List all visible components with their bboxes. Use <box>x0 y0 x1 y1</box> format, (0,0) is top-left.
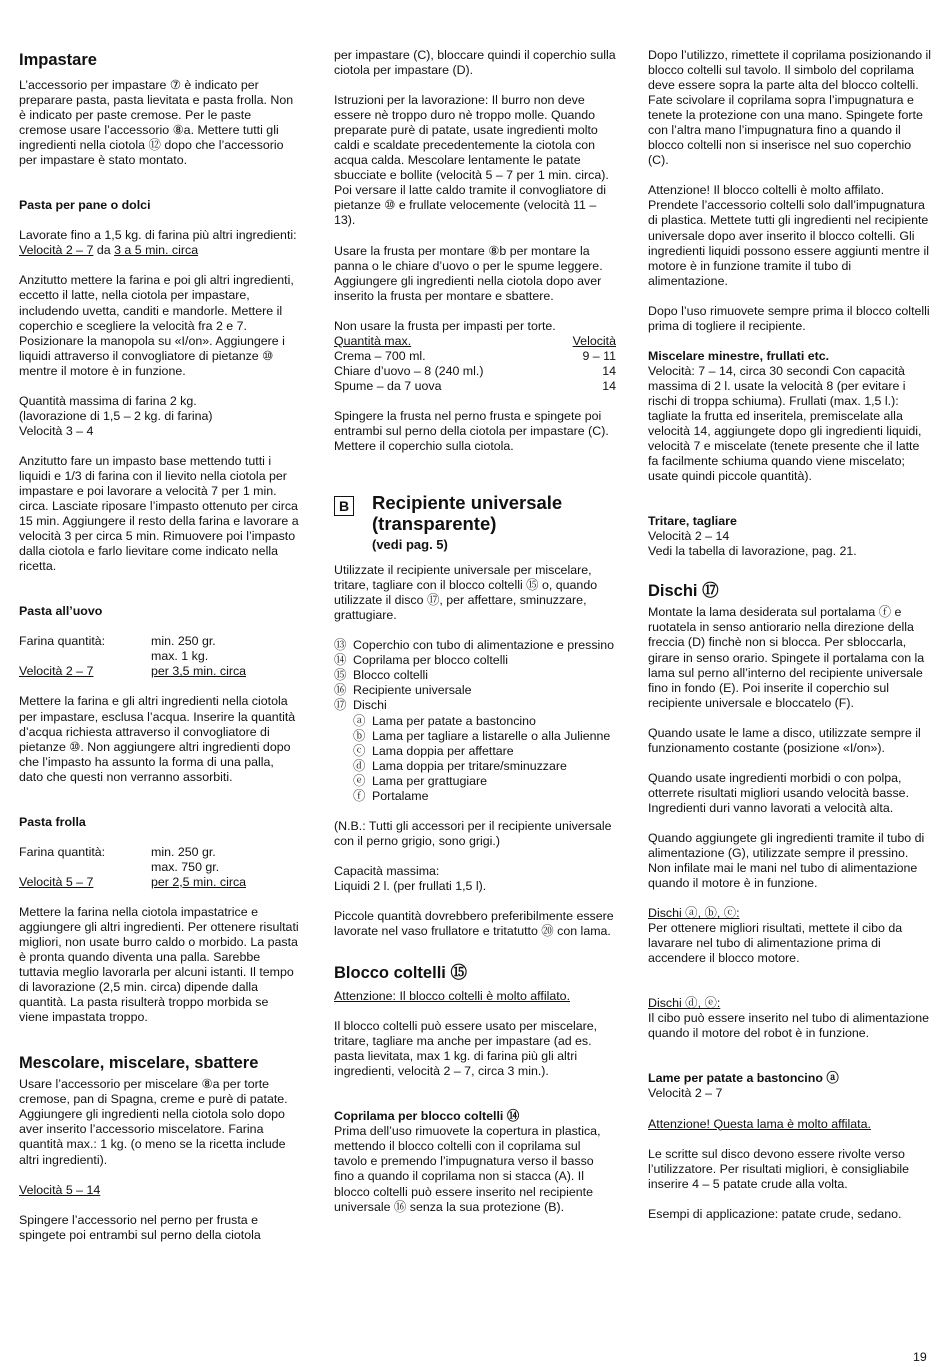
section-b-box: B <box>334 496 354 516</box>
piccole-paragraph: Piccole quantità dovrebbero preferibilmente essere lavorate nel vaso frullatore e tritatutto ⑳ con lama. <box>334 908 614 939</box>
attenzione-paragraph: Attenzione! Il blocco coltelli è molto affilato. Prendete l’accessorio coltelli solo dall’impugnatura di plastica. Mettete tutti gli ingredienti nel recipiente universale dopo aver inserito il blocco coltelli. Gli ingredienti liquidi possono essere aggiunti mentre il motore è in funzione tramite il tubo di alimentazione. <box>648 183 930 288</box>
morbidi-paragraph: Quando usate ingredienti morbidi o con polpa, otterrete risultati migliori usando velocità basse. Ingredienti duri vanno lavorati a velocità alta. <box>648 770 910 815</box>
heading-blocco-coltelli: Blocco coltelli ⑮ <box>334 964 467 983</box>
heading-tritare: Tritare, tagliare <box>648 514 737 529</box>
section-b-subtitle: (vedi pag. 5) <box>372 537 448 553</box>
section-b-title-1: Recipiente universale <box>372 492 563 514</box>
tramite-paragraph: Quando aggiungete gli ingredienti tramite il tubo di alimentazione (G), utilizzate sempre il pressino. Non infilate mai le mani nel tubo di alimentazione quando il motore è in funzione. <box>648 830 925 891</box>
heading-pasta-frolla: Pasta frolla <box>19 814 86 829</box>
sublist-item-text: Lama per patate a bastoncino <box>372 713 536 728</box>
table-row <box>334 349 616 364</box>
table-row <box>334 379 616 394</box>
mescolare-paragraph-2: Spingere l’accessorio nel perno per frusta e spingete poi entrambi sul perno della ciotola <box>19 1212 261 1242</box>
frolla-row-1 <box>19 845 301 860</box>
section-b-title-2: (transparente) <box>372 513 497 535</box>
section-b-intro: Utilizzate il recipiente universale per miscelare, tritare, tagliare con il blocco coltelli ⑮ o, quando utilizzate il disco ⑰, per affettare, sminuzzare, grattugiare. <box>334 563 598 623</box>
dischi-abc-paragraph: Per ottenere migliori risultati, mettete il cibo da lavarare nel tubo di alimentazione prima di accendere il blocco motore. <box>648 921 903 966</box>
list-item <box>334 683 616 698</box>
sublist-item-text: Lama doppia per tritare/sminuzzare <box>372 758 567 773</box>
column-3 <box>648 48 932 1222</box>
list-item <box>334 638 616 653</box>
pane-speed-line <box>19 243 301 258</box>
mescolare-speed: Velocità 5 – 14 <box>19 1182 101 1197</box>
rimuovete-paragraph: Dopo l’uso rimuovete sempre prima il blocco coltelli prima di togliere il recipiente. <box>648 303 930 333</box>
list-item-text: Dischi <box>353 698 387 713</box>
blocco-attention: Attenzione: Il blocco coltelli è molto affilato. <box>334 989 571 1004</box>
sublist-item-letter: ⓔ <box>353 773 366 788</box>
sublist-item-text: Lama per grattugiare <box>372 773 488 788</box>
sublist-item <box>334 774 616 789</box>
list-item-number: ⑭ <box>334 653 347 668</box>
sublist-item-letter: ⓑ <box>353 728 366 743</box>
speed-table-header <box>334 334 616 349</box>
section-b-heading <box>334 492 616 554</box>
table-cell-speed: 9 – 11 <box>582 348 616 363</box>
list-item-number: ⑬ <box>334 638 347 653</box>
sublist-item-letter: ⓕ <box>353 788 366 803</box>
uovo-row-1-key: Farina quantità: <box>19 634 106 649</box>
dischi-de-paragraph: Il cibo può essere inserito nel tubo di alimentazione quando il motore del robot è in funzione. <box>648 1011 930 1041</box>
sublist-item-text: Portalame <box>372 788 429 803</box>
pane-speed-b: 3 a 5 min. circa <box>114 243 199 258</box>
pane-quantity-line-3: Velocità 3 – 4 <box>19 423 94 438</box>
dopo-paragraph: Dopo l’utilizzo, rimettete il coprilama posizionando il blocco coltelli sul tavolo. Il simbolo del coprilama deve essere sopra la parte alta del blocco coltelli. Fate scivolare il coprilama sopra l’impugnatura e tenete la protezione con una mano. Spingete forte con l’altra mano l’impugnatura fino a quando il blocco coltelli non si inserisce nel suo coperchio (C). <box>648 48 932 168</box>
impastare-paragraph: L’accessorio per impastare ⑦ è indicato per preparare pasta, pasta lievitata e pasta frolla. Non è indicato per paste cremose. Per le paste cremose usare l’accessorio ⑧a. Mettere tutti gli ingredienti nella ciotola ⑫ dopo che l’accessorio per impastare è stato montato. <box>19 78 294 168</box>
istruzioni-paragraph: Istruzioni per la lavorazione: Il burro non deve essere nè troppo duro nè troppo molle. Quando preparate purè di patate, usate ingredienti molto caldi e scaldate precedentemente la ciotola con acqua calda. Mescolare lentamente le patate sbucciate e bollite (velocità 5 – 7 per 1 min. circa). Poi versare il latte caldo tramite il convogliatore di pietanze ⑩ e frullate velocemente (velocità 11 – 13). <box>334 93 609 228</box>
frolla-row-2-value: max. 750 gr. <box>151 859 220 874</box>
pane-paragraph-4: Anzitutto fare un impasto base mettendo tutti i liquidi e 1/3 di farina con il lievito nella ciotola per impastare e poi lavorare a velocità 7 per 1 min. circa. Lasciate riposare l’impasto ottenuto per circa 15 min. Aggiungere il resto della farina e lavorare a velocità 3 per circa 5 min. Rimuovere poi l’impasto dalla ciotola e farlo lievitare come indicato nella ricetta. <box>19 453 299 574</box>
nb-paragraph: (N.B.: Tutti gli accessori per il recipiente universale con il perno grigio, sono grigi.) <box>334 818 612 848</box>
list-item-text: Coperchio con tubo di alimentazione e pressino <box>353 638 615 653</box>
list-item-text: Recipiente universale <box>353 683 472 698</box>
pane-speed-mid: da <box>93 243 115 258</box>
table-cell-qty: Chiare d’uovo – 8 (240 ml.) <box>334 363 484 378</box>
list-item <box>334 698 616 713</box>
table-cell-qty: Crema – 700 ml. <box>334 348 426 363</box>
sublist-item-text: Lama per tagliare a listarelle o alla Julienne <box>372 728 611 743</box>
table-cell-speed: 14 <box>602 363 616 378</box>
list-item-number: ⑰ <box>334 698 347 713</box>
dischi-paragraph: Montate la lama desiderata sul portalama ⓕ e ruotatela in senso antiorario nella direzione della freccia (D) finchè non si blocca. Per sbloccarla, girare in senso orario. Spingete il portalama con la lama sul perno all’interno del recipiente universale fino in fondo (E). Poi inserite il coperchio sul recipiente universale e bloccatelo (F). <box>648 605 925 710</box>
frolla-row-1-value: min. 250 gr. <box>151 844 216 859</box>
tritare-line-1: Velocità 2 – 14 <box>648 529 730 544</box>
list-item-text: Blocco coltelli <box>353 668 429 683</box>
frolla-row-1-key: Farina quantità: <box>19 844 106 859</box>
uovo-row-1 <box>19 634 301 649</box>
uovo-paragraph: Mettere la farina e gli altri ingredienti nella ciotola per impastare, esclusa l’acqua. Inserire la quantità d’acqua richiesta attraverso il convogliatore di pietanze ⑩. Non aggiungere altri ingredienti dopo che l’impasto ha assunto la forma di una palla, dato che questi non verranno assorbiti. <box>19 694 296 784</box>
lame-attention: Attenzione! Questa lama è molto affilata. <box>648 1116 871 1131</box>
heading-minestre: Miscelare minestre, frullati etc. <box>648 348 830 363</box>
spingere-paragraph: Spingere la frusta nel perno frusta e spingete poi entrambi sul perno della ciotola per impastare (C). Mettere il coperchio sulla ciotola. <box>334 408 609 454</box>
dischi-abc-title: Dischi ⓐ, ⓑ, ⓒ: <box>648 906 740 921</box>
heading-pasta-pane: Pasta per pane o dolci <box>19 198 151 213</box>
heading-impastare: Impastare <box>19 51 97 69</box>
table-row <box>334 364 616 379</box>
heading-mescolare: Mescolare, miscelare, sbattere <box>19 1054 259 1073</box>
frolla-row-3-value: per 2,5 min. circa <box>151 874 247 889</box>
sublist-item-letter: ⓒ <box>353 743 366 758</box>
heading-lame-patate: Lame per patate a bastoncino ⓐ <box>648 1071 839 1086</box>
esempi-line: Esempi di applicazione: patate crude, sedano. <box>648 1206 902 1221</box>
list-item-number: ⑮ <box>334 668 347 683</box>
continued-paragraph: per impastare (C), bloccare quindi il coperchio sulla ciotola per impastare (D). <box>334 48 616 78</box>
uovo-row-3-value: per 3,5 min. circa <box>151 664 247 679</box>
sublist-item <box>334 789 616 804</box>
lame-paragraph: Le scritte sul disco devono essere rivolte verso l’utilizzatore. Per risultati migliori, è consigliabile inserire 4 – 5 patate crude alla volta. <box>648 1146 909 1191</box>
uovo-row-3-key: Velocità 2 – 7 <box>19 664 94 679</box>
list-item-number: ⑯ <box>334 683 347 698</box>
frolla-paragraph: Mettere la farina nella ciotola impastatrice e aggiungere gli altri ingredienti. Per ottenere risultati migliori, non usate burro caldo o morbido. La pasta è pronta quando diventa una palla. Sarebbe tuttavia meglio lavorarla per alcuni istanti. Il tempo di lavorazione (2,5 min. circa) dipende dalla quantità. La pasta risulterà troppo morbida se viene impastata troppo. <box>19 904 299 1025</box>
uovo-row-3 <box>19 664 301 679</box>
speed-table-header-speed: Velocità <box>572 333 616 348</box>
sublist-item <box>334 714 616 729</box>
frusta-paragraph: Usare la frusta per montare ⑧b per montare la panna o le chiare d’uovo o per le spume leggere. Aggiungere gli ingredienti nella ciotola dopo aver inserito la frusta per montare e sbattere. <box>334 243 603 303</box>
sublist-item <box>334 744 616 759</box>
list-item <box>334 653 616 668</box>
heading-dischi: Dischi ⑰ <box>648 582 719 601</box>
lame-speed: Velocità 2 – 7 <box>648 1086 723 1101</box>
list-item-text: Coprilama per blocco coltelli <box>353 653 508 668</box>
uovo-row-2 <box>19 649 301 664</box>
mescolare-paragraph: Usare l’accessorio per miscelare ⑧a per torte cremose, pan di Spagna, creme e purè di patate. Aggiungere gli ingredienti nella ciotola solo dopo aver inserito l’accessorio miscelatore. Farina quantità max.: 1 kg. (o meno se la ricetta include altri ingredienti). <box>19 1077 288 1167</box>
dischi-de-title: Dischi ⓓ, ⓔ: <box>648 996 721 1011</box>
table-cell-qty: Spume – da 7 uova <box>334 378 442 393</box>
pane-quantity-line-1: Quantità massima di farina 2 kg. <box>19 393 197 408</box>
sublist-item-letter: ⓐ <box>353 713 366 728</box>
frolla-row-3 <box>19 875 301 890</box>
coprilama-paragraph: Prima dell’uso rimuovete la copertura in plastica, mettendo il blocco coltelli con il coprilama sul tavolo e premendo l’impugnatura verso il basso fino a quando il coprilama non si stacca (A). Il blocco coltelli può essere inserito nel recipiente universale ⑯ senza la sua protezione (B). <box>334 1124 601 1214</box>
blocco-paragraph: Il blocco coltelli può essere usato per miscelare, tritare, tagliare ma anche per impastare (ad es. pasta lievitata, max 1 kg. di farina più gli altri ingredienti, velocità 2 – 7, circa 3 min.). <box>334 1019 598 1079</box>
uovo-row-1-value: min. 250 gr. <box>151 634 216 649</box>
column-1 <box>19 48 301 1243</box>
heading-coprilama: Coprilama per blocco coltelli ⑭ <box>334 1109 520 1124</box>
sublist-item-letter: ⓓ <box>353 758 366 773</box>
pane-quantity-line-2: (lavorazione di 1,5 – 2 kg. di farina) <box>19 408 213 423</box>
page-number: 19 <box>913 1350 927 1364</box>
column-2 <box>334 48 616 1215</box>
tritare-line-2: Vedi la tabella di lavorazione, pag. 21. <box>648 544 857 559</box>
sublist-item <box>334 759 616 774</box>
capacity-line-2: Liquidi 2 l. (per frullati 1,5 l). <box>334 878 487 893</box>
list-item <box>334 668 616 683</box>
sublist-item-text: Lama doppia per affettare <box>372 743 514 758</box>
speed-table-header-qty: Quantità max. <box>334 333 412 348</box>
heading-pasta-uovo: Pasta all’uovo <box>19 604 103 619</box>
sublist-item <box>334 729 616 744</box>
frolla-row-2 <box>19 860 301 875</box>
pane-speed-a: Velocità 2 – 7 <box>19 243 94 258</box>
capacity-line-1: Capacità massima: <box>334 863 440 878</box>
minestre-paragraph: Velocità: 7 – 14, circa 30 secondi Con capacità massima di 2 l. usate la velocità 8 (per evitare i rischi di troppa schiuma). Frullati (max. 1,5 l.): tagliate la frutta ed inseritela, premiscelate alla velocità 14, aggiungete dopo gli ingredienti liquidi, velocità 7 e miscelate (tenete presente che il latte fa facilmente schiuma quando viene miscelato; usate quindi piccole quantità). <box>648 363 922 484</box>
non-usare-line: Non usare la frusta per impasti per torte. <box>334 318 556 333</box>
frolla-row-3-key: Velocità 5 – 7 <box>19 874 94 889</box>
table-cell-speed: 14 <box>602 378 616 393</box>
pane-paragraph-1: Lavorate fino a 1,5 kg. di farina più altri ingredienti: <box>19 228 297 243</box>
lame-disco-paragraph: Quando usate le lame a disco, utilizzate sempre il funzionamento costante (posizione «I/on»). <box>648 725 921 755</box>
pane-paragraph-2: Anzitutto mettere la farina e poi gli altri ingredienti, eccetto il latte, nella ciotola per impastare, includendo uvetta, canditi e mandorle. Mettere il coperchio e scegliere la velocità fra 2 e 7. Posizionare la manopola su «I/on». Aggiungere i liquidi attraverso il convogliatore di pietanze ⑩ mentre il motore è in funzione. <box>19 273 294 378</box>
uovo-row-2-value: max. 1 kg. <box>151 649 209 664</box>
